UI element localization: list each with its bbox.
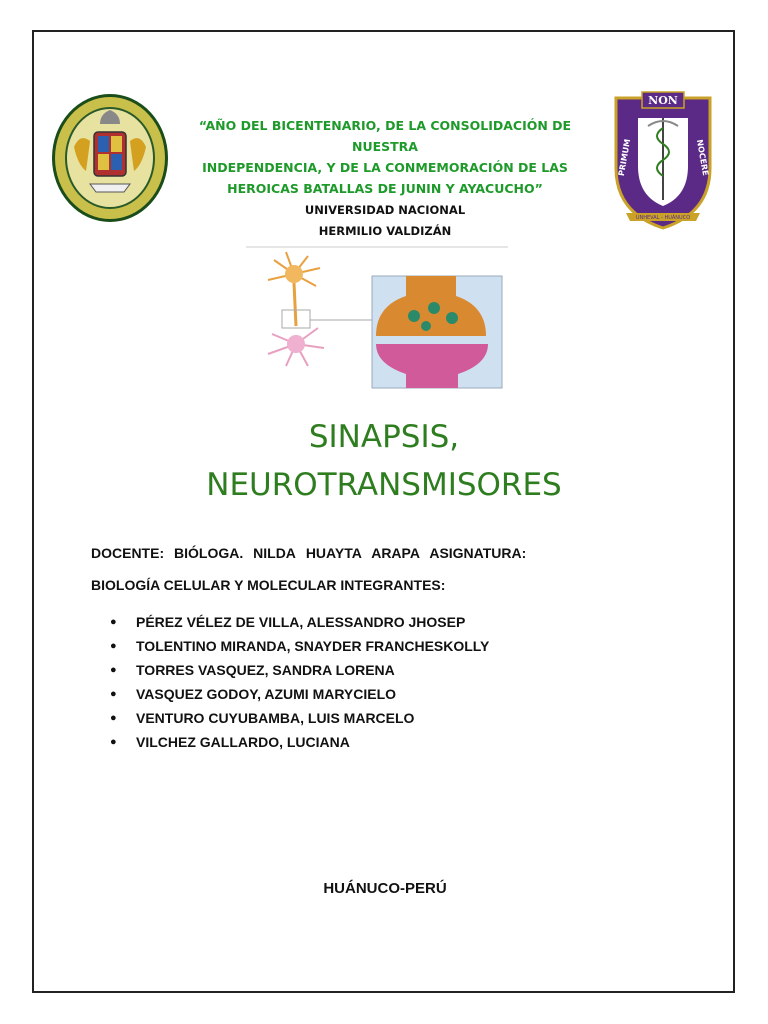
bullet-icon: ●: [110, 736, 117, 748]
bullet-icon: ●: [110, 664, 117, 676]
bullet-icon: ●: [110, 688, 117, 700]
university-line: UNIVERSIDAD NACIONAL: [304, 203, 466, 217]
docente-word: HUAYTA: [305, 545, 362, 561]
university-seal-left: [50, 92, 170, 224]
bicentennial-motto: [170, 115, 600, 199]
bullet-icon: ●: [110, 640, 117, 652]
docente-word: ARAPA: [371, 545, 420, 561]
motto-line: INDEPENDENCIA, Y DE LA CONMEMORACIÓN DE LAS: [202, 160, 568, 175]
seal-right-text: NOCERE: [694, 138, 711, 177]
list-item: [110, 636, 489, 660]
university-seal-right: [608, 88, 718, 233]
university-name: [240, 200, 530, 242]
university-line: HERMILIO VALDIZÁN: [318, 224, 452, 238]
list-item: [110, 660, 489, 684]
asignatura-line: BIOLOGÍA CELULAR Y MOLECULAR INTEGRANTES:: [91, 577, 446, 593]
title-line: SINAPSIS,: [308, 419, 460, 455]
list-item: [110, 612, 489, 636]
motto-line: HEROICAS BATALLAS DE JUNIN Y AYACUCHO”: [227, 181, 543, 196]
title-line: NEUROTRANSMISORES: [206, 467, 562, 503]
docente-word: NILDA: [253, 545, 296, 561]
motto-line: “AÑO DEL BICENTENARIO, DE LA CONSOLIDACIÓN DE NUESTRA: [198, 118, 572, 154]
member-name: VILCHEZ GALLARDO, LUCIANA: [136, 734, 350, 750]
seal-left-text: PRIMUM: [616, 138, 633, 177]
docente-word: ASIGNATURA:: [429, 545, 527, 561]
member-name: TORRES VASQUEZ, SANDRA LORENA: [136, 662, 395, 678]
member-name: TOLENTINO MIRANDA, SNAYDER FRANCHESKOLLY: [136, 638, 490, 654]
docente-word: BIÓLOGA.: [174, 545, 244, 561]
docente-line: [91, 545, 571, 561]
integrantes-list: [110, 612, 489, 756]
synapse-illustration: [246, 246, 508, 390]
bullet-icon: ●: [110, 712, 117, 724]
docente-word: DOCENTE:: [91, 545, 165, 561]
member-name: VASQUEZ GODOY, AZUMI MARYCIELO: [136, 686, 397, 702]
list-item: [110, 708, 489, 732]
list-item: [110, 684, 489, 708]
list-item: [110, 732, 489, 756]
place-footer: HUÁNUCO-PERÚ: [323, 880, 447, 897]
bullet-icon: ●: [110, 616, 117, 628]
seal-banner-top: NON: [648, 94, 678, 107]
member-name: VENTURO CUYUBAMBA, LUIS MARCELO: [136, 710, 415, 726]
document-title: [100, 413, 668, 509]
member-name: PÉREZ VÉLEZ DE VILLA, ALESSANDRO JHOSEP: [136, 614, 466, 630]
seal-ribbon-text: UNHEVAL - HUÁNUCO: [635, 215, 691, 221]
